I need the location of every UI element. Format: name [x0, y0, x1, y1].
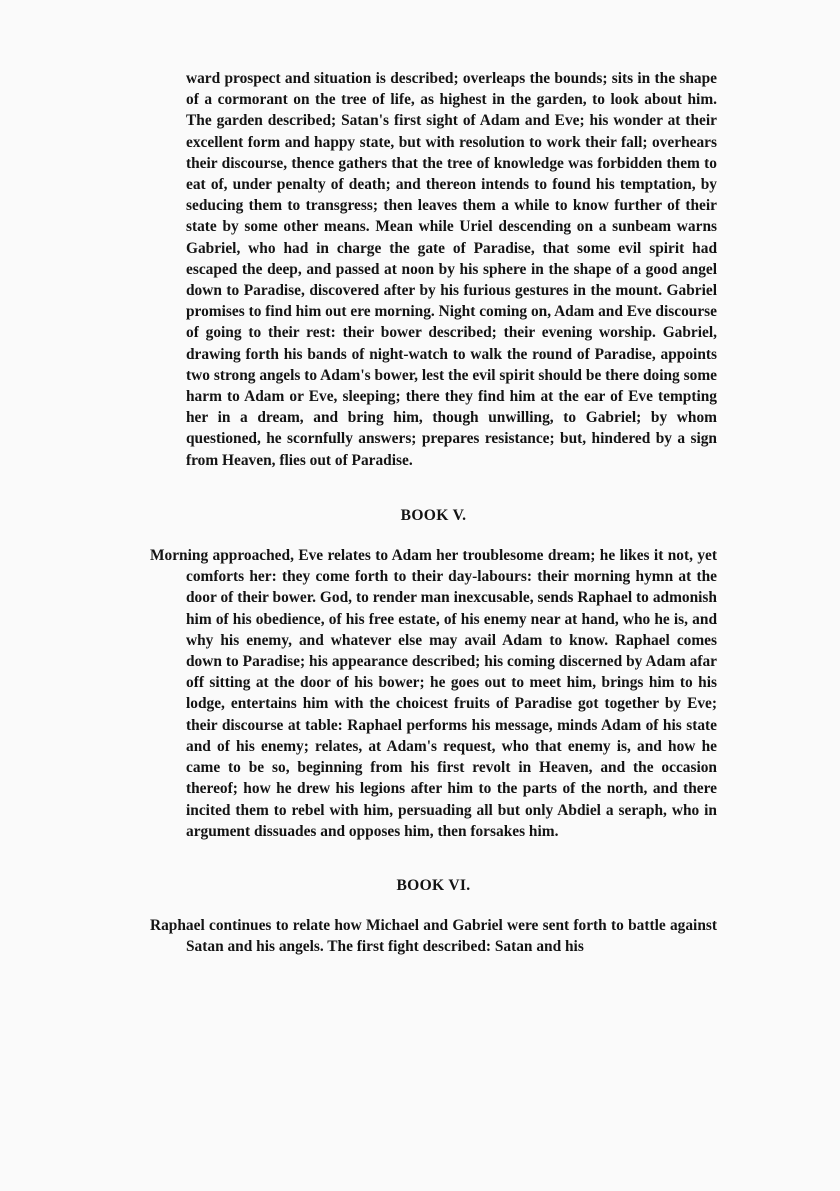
- book-vi-heading: BOOK VI.: [396, 876, 471, 894]
- book-vi-argument: Raphael continues to relate how Michael and Gabriel were sent forth to battle against Satan and his angels. The first fight described: Satan and his: [150, 917, 717, 956]
- book-page: [150, 68, 717, 958]
- book-v-argument: Morning approached, Eve relates to Adam her troublesome dream; he likes it not, yet comforts her: they come forth to their day-labours: their morning hymn at the door of their bower. God, to render man inexcusable, sends Raphael to admonish him of his obedience, of his free estate, of his enemy near at hand, who he is, and why his enemy, and whatever else may avail Adam to know. Raphael comes down to Paradise; his appearance described; his coming discerned by Adam afar off sitting at the door of his bower; he goes out to meet him, brings him to his lodge, entertains him with the choicest fruits of Paradise got together by Eve; their discourse at table: Raphael performs his message, minds Adam of his state and of his enemy; relates, at Adam's request, who that enemy is, and how he came to be so, beginning from his first revolt in Heaven, and the occasion thereof; how he drew his legions after him to the parts of the north, and there incited them to rebel with him, persuading all but only Abdiel a seraph, who in argument dissuades and opposes him, then forsakes him.: [150, 547, 717, 840]
- book-iv-argument-continuation: ward prospect and situation is described; overleaps the bounds; sits in the shape of a cormorant on the tree of life, as highest in the garden, to look about him. The garden described; Satan's first sight of Adam and Eve; his wonder at their excellent form and happy state, but with resolution to work their fall; overhears their discourse, thence gathers that the tree of knowledge was forbidden them to eat of, under penalty of death; and thereon intends to found his temptation, by seducing them to transgress; then leaves them a while to know further of their state by some other means. Mean while Uriel descending on a sunbeam warns Gabriel, who had in charge the gate of Paradise, that some evil spirit had escaped the deep, and passed at noon by his sphere in the shape of a good angel down to Paradise, discovered after by his furious gestures in the mount. Gabriel promises to find him out ere morning. Night coming on, Adam and Eve discourse of going to their rest: their bower described; their evening worship. Gabriel, drawing forth his bands of night-watch to walk the round of Paradise, appoints two strong angels to Adam's bower, lest the evil spirit should be there doing some harm to Adam or Eve, sleeping; there they find him at the ear of Eve tempting her in a dream, and bring him, though unwilling, to Gabriel; by whom questioned, he scornfully answers; prepares resistance; but, hindered by a sign from Heaven, flies out of Paradise.: [186, 70, 717, 469]
- book-v-heading: BOOK V.: [400, 506, 467, 524]
